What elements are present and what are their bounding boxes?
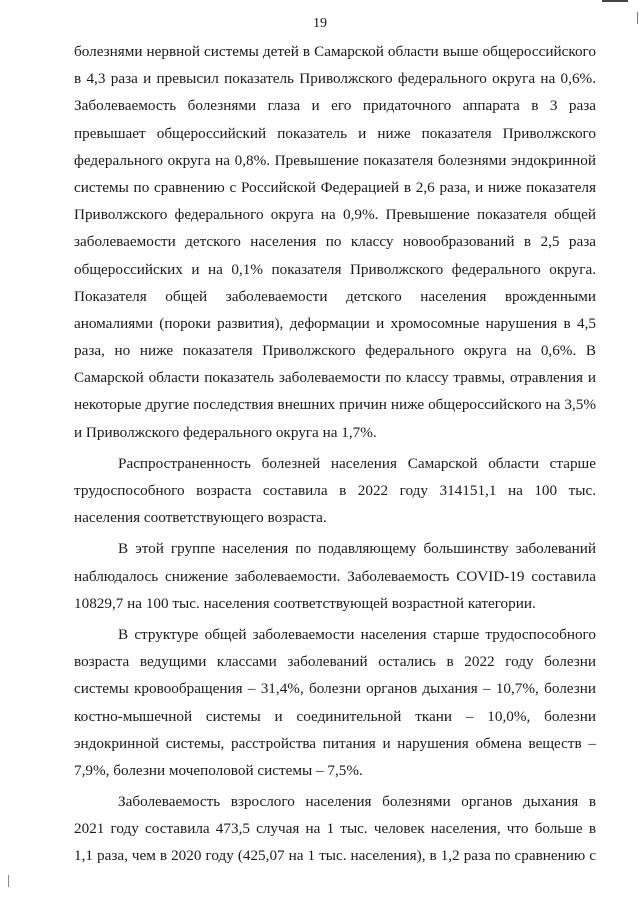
text-line: 2021 году составила 473,5 случая на 1 тыс. человек населения, что больше в bbox=[74, 820, 596, 838]
text-line: системы кровообращения – 31,4%, болезни органов дыхания – 10,7%, болезни bbox=[74, 680, 596, 698]
text-line: В структуре общей заболеваемости населения старше трудоспособного bbox=[118, 625, 596, 643]
text-line: заболеваемости детского населения по классу новообразований в 2,5 раза bbox=[74, 233, 596, 251]
text-line: и Приволжского федерального округа на 1,7%. bbox=[74, 423, 377, 441]
text-line: населения соответствующего возраста. bbox=[74, 509, 327, 527]
text-line: Показателя общей заболеваемости детского населения врожденными bbox=[74, 287, 596, 305]
text-line: болезнями нервной системы детей в Самарской области выше общероссийского bbox=[74, 43, 596, 60]
paragraph bbox=[74, 621, 596, 784]
document-body bbox=[74, 38, 596, 870]
paragraph bbox=[74, 38, 596, 446]
page-edge-mark bbox=[602, 0, 628, 2]
paragraph bbox=[74, 535, 596, 617]
text-line: 10829,7 на 100 тыс. населения соответствующей возрастной категории. bbox=[74, 594, 536, 612]
paragraph bbox=[74, 450, 596, 532]
text-line: Заболеваемость болезнями глаза и его придаточного аппарата в 3 раза bbox=[74, 97, 596, 115]
text-line: возраста ведущими классами заболеваний остались в 2022 году болезни bbox=[74, 653, 596, 671]
text-line: превышает общероссийский показатель и ниже показателя Приволжского bbox=[74, 124, 596, 142]
text-line: в 4,3 раза и превысил показатель Приволжского федерального округа на 0,6%. bbox=[74, 70, 596, 88]
text-line: 7,9%, болезни мочеполовой системы – 7,5%. bbox=[74, 761, 363, 779]
text-line: Самарской области показатель заболеваемости по классу травмы, отравления и bbox=[74, 369, 596, 387]
text-line: Распространенность болезней населения Самарской области старше bbox=[118, 454, 596, 472]
text-line: аномалиями (пороки развития), деформации и хромосомные нарушения в 4,5 bbox=[74, 314, 596, 332]
text-line: общероссийских и на 0,1% показателя Приволжского федерального округа. bbox=[74, 260, 596, 278]
text-line: системы по сравнению с Российской Федерацией в 2,6 раза, и ниже показателя bbox=[74, 178, 596, 196]
text-line: некоторые другие последствия внешних причин ниже общероссийского на 3,5% bbox=[74, 396, 596, 414]
text-line: Приволжского федерального округа на 0,9%. Превышение показателя общей bbox=[74, 206, 596, 224]
page-number: 19 bbox=[313, 16, 327, 31]
paragraph bbox=[74, 788, 596, 870]
text-line: эндокринной системы, расстройства питания и нарушения обмена веществ – bbox=[74, 734, 596, 752]
text-line: раза, но ниже показателя Приволжского федерального округа на 0,6%. В bbox=[74, 342, 596, 360]
text-line: костно-мышечной системы и соединительной ткани – 10,0%, болезни bbox=[74, 707, 596, 725]
text-line: федерального округа на 0,8%. Превышение показателя болезнями эндокринной bbox=[74, 151, 596, 169]
text-line: Заболеваемость взрослого населения болезнями органов дыхания в bbox=[118, 793, 596, 811]
text-line: 1,1 раза, чем в 2020 году (425,07 на 1 тыс. населения), в 1,2 раза по сравнению с bbox=[74, 847, 596, 865]
text-line: наблюдалось снижение заболеваемости. Заболеваемость COVID-19 составила bbox=[74, 567, 596, 585]
text-line: трудоспособного возраста составила в 2022 году 314151,1 на 100 тыс. bbox=[74, 482, 596, 499]
scan-edge-mark-bottom bbox=[8, 875, 9, 887]
text-line: В этой группе населения по подавляющему большинству заболеваний bbox=[118, 540, 596, 558]
